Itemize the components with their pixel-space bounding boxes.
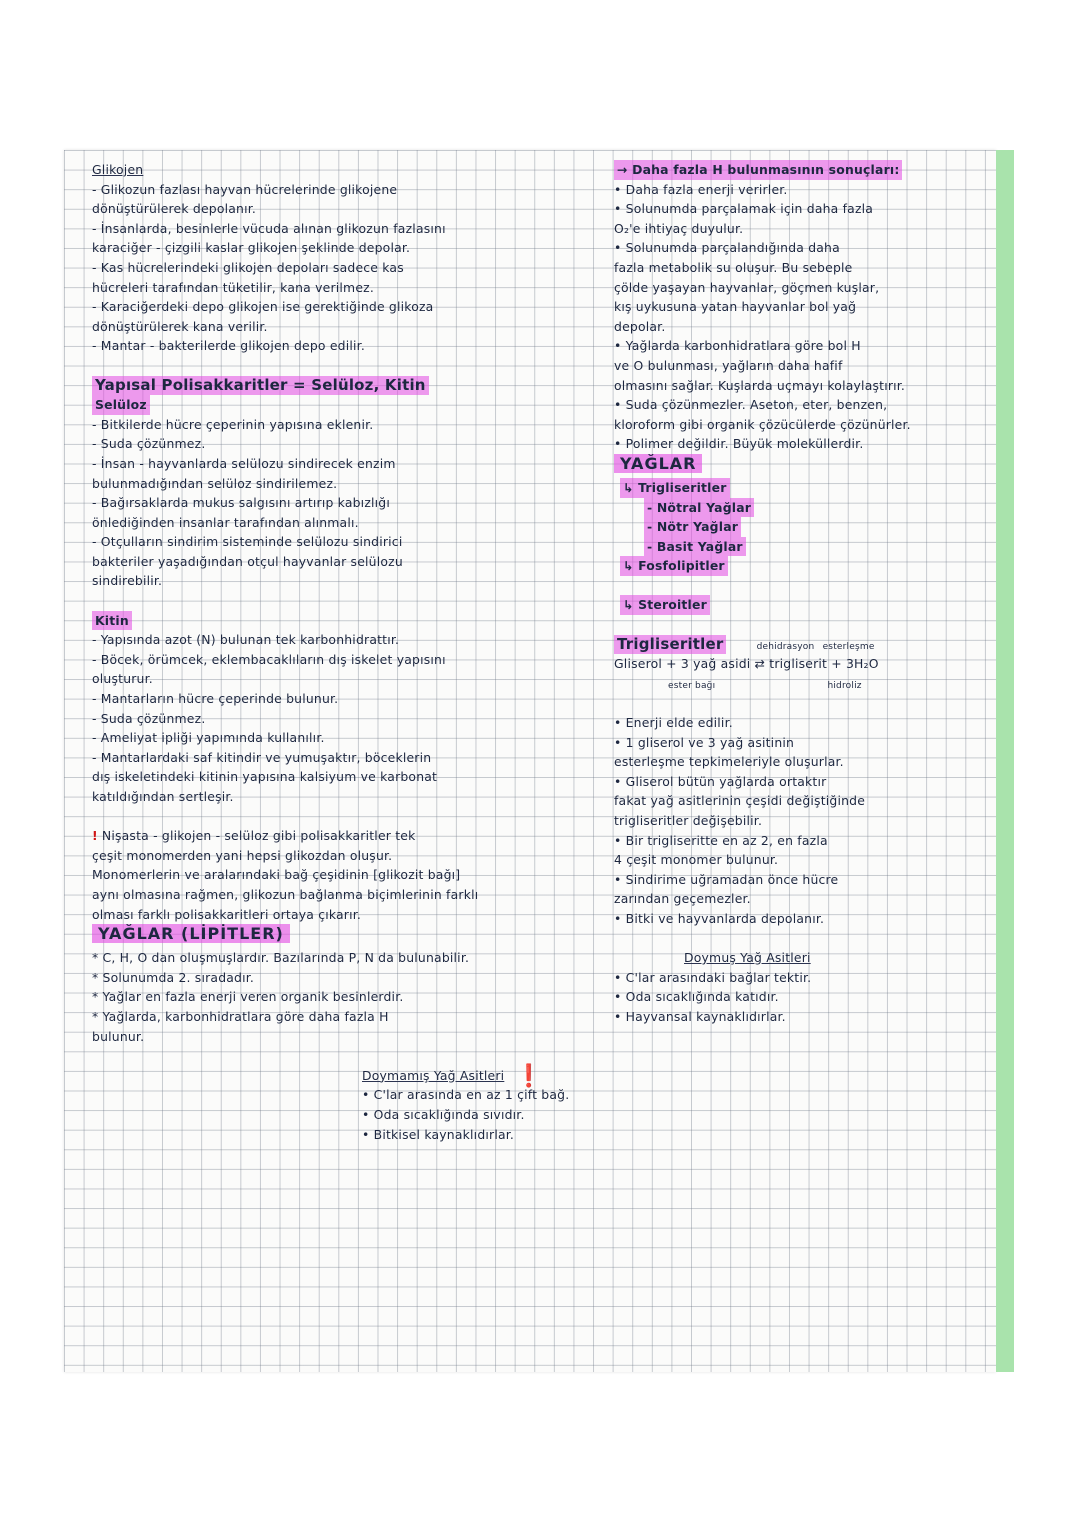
trigliseritler-header <box>614 635 994 655</box>
text-line: karaciğer - çizgili kaslar glikojen şeklinde depolar. <box>92 240 411 256</box>
exclamation-icon: ! <box>92 828 98 844</box>
text-line: • C'lar arasındaki bağlar tektir. <box>614 969 812 985</box>
ester-bagi-label: ester bağı <box>668 680 716 691</box>
glikojen-title: Glikojen <box>92 162 144 177</box>
spacer <box>92 807 606 827</box>
reaction-notes <box>614 674 994 694</box>
tree-item: ↳ Trigliseritler <box>620 478 994 498</box>
text-line: • Polimer değildir. Büyük moleküllerdir. <box>614 436 864 452</box>
text-line: çölde yaşayan hayvanlar, göçmen kuşlar, <box>614 279 880 295</box>
text-line: önlediğinden insanlar tarafından alınmalı. <box>92 514 359 530</box>
text-line: dönüştürülerek depolanır. <box>92 201 257 217</box>
text-line: ! Nişasta - glikojen - selüloz gibi polisakkaritler tek <box>92 826 606 846</box>
kitin-title: Kitin <box>92 611 606 631</box>
trigliseritler-title: Trigliseritler <box>614 635 726 655</box>
text-line: - Mantarların hücre çeperinde bulunur. <box>92 691 339 707</box>
text-line: kış uykusuna yatan hayvanlar bol yağ <box>614 299 857 315</box>
spacer <box>92 591 606 611</box>
text-line: bulunur. <box>92 1028 145 1044</box>
seluloz-lines <box>92 415 606 591</box>
text-line: esterleşme tepkimeleriyle oluşurlar. <box>614 754 844 770</box>
seluloz-title: Selüloz <box>92 395 606 415</box>
text-line: depolar. <box>614 318 666 334</box>
text-line: trigliseritler değişebilir. <box>614 813 763 828</box>
text-line: ve O bulunması, yağların daha hafif <box>614 357 843 373</box>
text-line: • Yağlarda karbonhidratlara göre bol H <box>614 338 861 354</box>
text-line: - Otçulların sindirim sisteminde selülozu sindirici <box>92 534 403 550</box>
text-line: • Bir trigliseritte en az 2, en fazla <box>614 832 828 848</box>
sonuclar-title: → Daha fazla H bulunmasının sonuçları: <box>614 160 994 180</box>
polisakkarit-note <box>92 826 606 924</box>
text-line: fazla metabolik su oluşur. Bu sebeple <box>614 259 853 275</box>
text-line: - Yapısında azot (N) bulunan tek karbonhidrattır. <box>92 632 400 648</box>
trigliseritler-lines <box>614 713 994 929</box>
tree-item: ↳ Fosfolipitler <box>620 556 994 576</box>
doymus-title: Doymuş Yağ Asitleri <box>684 950 811 966</box>
text-line: • Sindirime uğramadan önce hücre <box>614 871 839 887</box>
text-line: 4 çeşit monomer bulunur. <box>614 852 779 868</box>
left-column <box>92 160 606 1144</box>
text-line: kloroform gibi organik çözücülerde çözünürler. <box>614 416 911 432</box>
text-line: oluşturur. <box>92 671 153 687</box>
text-line: • Gliserol bütün yağlarda ortaktır <box>614 773 827 789</box>
text-line: - Kas hücrelerindeki glikojen depoları sadece kas <box>92 259 404 275</box>
text-line: - Bağırsaklarda mukus salgısını artırıp kabızlığı <box>92 495 391 511</box>
text-line: olması farklı polisakkaritleri ortaya çıkarır. <box>92 906 362 922</box>
text-line: - Ameliyat ipliği yapımında kullanılır. <box>92 730 325 746</box>
yapisal-title: Yapısal Polisakkaritler = Selüloz, Kitin <box>92 376 606 396</box>
yaglar-title: YAĞLAR <box>614 454 994 478</box>
hidroliz-label: hidroliz <box>827 680 862 691</box>
text-line: O₂'e ihtiyaç duyulur. <box>614 220 744 236</box>
text-line: bakteriler yaşadığından otçul hayvanlar selülozu <box>92 553 403 569</box>
text-line: * Yağlar en fazla enerji veren organik besinlerdir. <box>92 989 404 1005</box>
text-line: * Solunumda 2. sıradadır. <box>92 969 255 985</box>
text-line: katıldığından sertleşir. <box>92 789 234 804</box>
text-line: fakat yağ asitlerinin çeşidi değiştiğinde <box>614 793 866 809</box>
text-line: • Enerji elde edilir. <box>614 715 733 731</box>
yaglar-lipitler-title: YAĞLAR (LİPİTLER) <box>92 924 606 948</box>
spacer <box>92 1046 606 1066</box>
tree-item: ↳ Steroitler <box>620 595 994 615</box>
text-line: hücreleri tarafından tüketilir, kana verilmez. <box>92 279 374 295</box>
dehidrasyon-label: dehidrasyon <box>756 641 815 652</box>
doymus-lines <box>614 968 994 1027</box>
text-line: • Oda sıcaklığında sıvıdır. <box>362 1106 525 1122</box>
sonuclar-lines <box>614 180 994 454</box>
text-line: çeşit monomerden yani hepsi glikozdan oluşur. <box>92 847 393 863</box>
text-line: • C'lar arasında en az 1 çift bağ. <box>362 1087 570 1103</box>
text-line: - İnsan - hayvanlarda selülozu sindirecek enzim <box>92 455 396 471</box>
spacer <box>620 576 994 596</box>
text-line: • Hayvansal kaynaklıdırlar. <box>614 1008 786 1024</box>
tree-item: - Basit Yağlar <box>620 537 994 557</box>
text-line: - Mantar - bakterilerde glikojen depo edilir. <box>92 338 365 354</box>
yaglar-lipitler-lines <box>92 948 606 1046</box>
text-line: • Bitkisel kaynaklıdırlar. <box>362 1126 515 1142</box>
text-line: olmasını sağlar. Kuşlarda uçmayı kolaylaştırır. <box>614 377 906 393</box>
text-line: • Solunumda parçalamak için daha fazla <box>614 201 874 217</box>
page-edge-strip <box>996 150 1014 1372</box>
text-line: • Daha fazla enerji verirler. <box>614 181 788 197</box>
text-line: sindirebilir. <box>92 573 163 589</box>
text-line: - Karaciğerdeki depo glikojen ise gerektiğinde glikoza <box>92 299 434 315</box>
spacer <box>92 356 606 376</box>
text-line: - Glikozun fazlası hayvan hücrelerinde glikojene <box>92 181 398 197</box>
text-line: aynı olmasına rağmen, glikozun bağlanma biçimlerinin farklı <box>92 886 479 902</box>
text-line: * Yağlarda, karbonhidratlara göre daha fazla H <box>92 1008 389 1024</box>
esterlesme-label: esterleşme <box>822 641 875 652</box>
doymamis-lines <box>92 1085 606 1144</box>
doymamis-title: Doymamış Yağ Asitleri <box>362 1067 505 1083</box>
text-line: - Bitkilerde hücre çeperinin yapısına eklenir. <box>92 416 374 432</box>
text-line: • Bitki ve hayvanlarda depolanır. <box>614 910 825 926</box>
text-line: • Solunumda parçalandığında daha <box>614 240 840 256</box>
right-column <box>614 160 994 1027</box>
text-line: Monomerlerin ve aralarındaki bağ çeşidinin [glikozit bağı] <box>92 867 461 883</box>
spacer <box>614 693 994 713</box>
text-line: - Mantarlardaki saf kitindir ve yumuşaktır, böceklerin <box>92 749 432 765</box>
tree-item: - Nötr Yağlar <box>620 517 994 537</box>
tree-item: - Nötral Yağlar <box>620 498 994 518</box>
text-line: - Suda çözünmez. <box>92 710 206 726</box>
yaglar-tree <box>614 478 994 615</box>
exclamation-icon: ❗ <box>515 1064 543 1089</box>
text-line: - İnsanlarda, besinlerle vücuda alınan glikozun fazlasını <box>92 220 446 236</box>
text-line: * C, H, O dan oluşmuşlardır. Bazılarında P, N da bulunabilir. <box>92 950 470 966</box>
text-line: • Suda çözünmezler. Aseton, eter, benzen, <box>614 397 888 413</box>
glikojen-lines <box>92 180 606 356</box>
spacer <box>614 929 994 949</box>
text-line: bulunmadığından selüloz sindirilemez. <box>92 475 338 491</box>
text-line: • 1 gliserol ve 3 yağ asitinin <box>614 734 795 750</box>
text-line: • Oda sıcaklığında katıdır. <box>614 989 779 1005</box>
text-line: - Suda çözünmez. <box>92 436 206 452</box>
spacer <box>614 615 994 635</box>
text-line: dış iskeletindeki kitinin yapısına kalsiyum ve karbonat <box>92 769 438 785</box>
text-line: zarından geçemezler. <box>614 891 751 907</box>
reaction-equation: Gliserol + 3 yağ asidi ⇄ trigliserit + 3H₂O <box>614 656 879 672</box>
text-line: dönüştürülerek kana verilir. <box>92 318 268 334</box>
kitin-lines <box>92 630 606 806</box>
text-line: - Böcek, örümcek, eklembacaklıların dış iskelet yapısını <box>92 651 446 667</box>
